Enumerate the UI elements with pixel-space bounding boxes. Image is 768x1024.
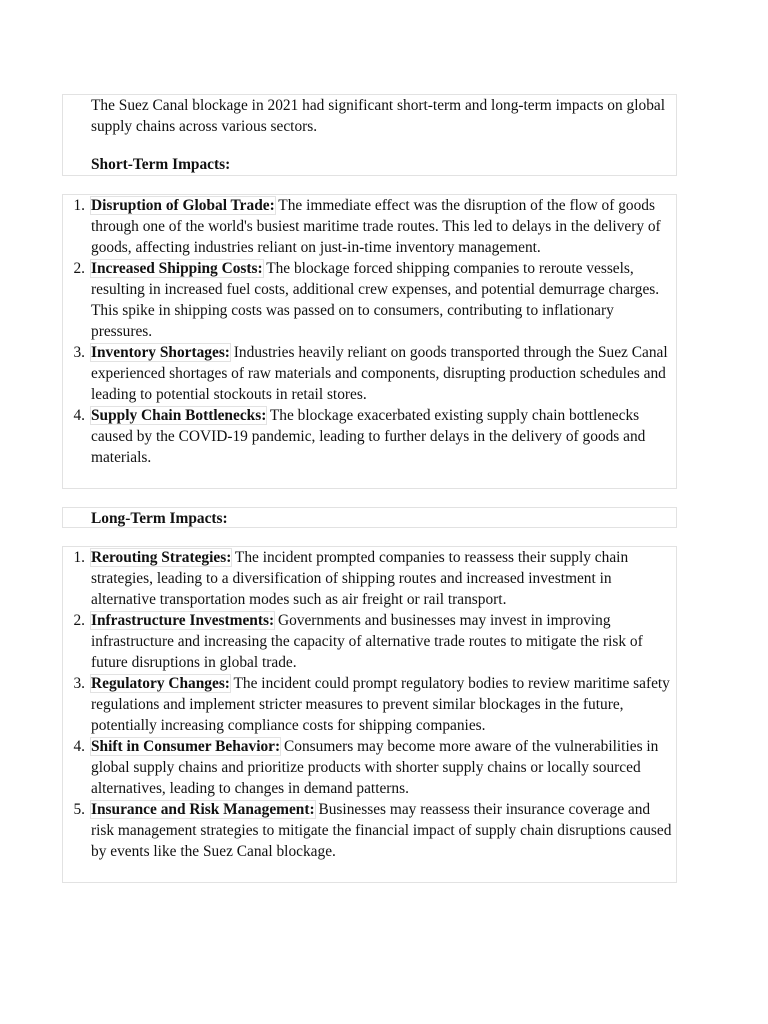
list-item — [63, 195, 674, 258]
list-term: Inventory Shortages: — [91, 344, 230, 361]
list-term: Regulatory Changes: — [91, 675, 230, 692]
list-term: Infrastructure Investments: — [91, 612, 275, 629]
list-number: 4. — [73, 407, 85, 424]
list-item — [63, 610, 674, 673]
list-number: 3. — [73, 344, 85, 361]
list-item — [63, 547, 674, 610]
list-description: The immediate effect was the disruption of the flow of goods through one of the world's busiest maritime trade routes. This led to delays in the delivery of goods, affecting industries reliant on just-in-time inventory management. — [91, 197, 661, 256]
list-item — [63, 799, 674, 862]
short-term-list — [63, 195, 674, 468]
list-term: Supply Chain Bottlenecks: — [91, 407, 267, 424]
list-item — [63, 673, 674, 736]
list-description: The blockage forced shipping companies to reroute vessels, resulting in increased fuel costs, additional crew expenses, and potential demurrage charges. This spike in shipping costs was passed on to consumers, contributing to inflationary pressures. — [91, 260, 660, 340]
list-item — [63, 736, 674, 799]
list-item — [63, 342, 674, 405]
list-description: The blockage exacerbated existing supply chain bottlenecks caused by the COVID-19 pandemic, leading to further delays in the delivery of goods and materials. — [91, 407, 646, 466]
list-item — [63, 405, 674, 468]
long-term-list-block — [62, 546, 677, 883]
intro-paragraph: The Suez Canal blockage in 2021 had significant short-term and long-term impacts on global supply chains across various sectors. — [91, 97, 666, 135]
list-description: Businesses may reassess their insurance coverage and risk management strategies to mitigate the financial impact of supply chain disruptions caused by events like the Suez Canal blockage. — [91, 801, 672, 860]
short-term-heading: Short-Term Impacts: — [91, 156, 231, 173]
list-term: Insurance and Risk Management: — [91, 801, 315, 818]
list-description: Industries heavily reliant on goods transported through the Suez Canal experienced shortages of raw materials and components, disrupting production schedules and leading to potential stockouts in retail stores. — [91, 344, 668, 403]
list-number: 5. — [73, 801, 85, 818]
list-term: Disruption of Global Trade: — [91, 197, 275, 214]
list-description: The incident prompted companies to reassess their supply chain strategies, leading to a diversification of shipping routes and increased investment in alternative transportation modes such as air freight or rail transport. — [91, 549, 629, 608]
list-term: Rerouting Strategies: — [91, 549, 232, 566]
list-description: Governments and businesses may invest in improving infrastructure and increasing the capacity of alternative trade routes to mitigate the risk of future disruptions in global trade. — [91, 612, 643, 671]
long-term-list — [63, 547, 674, 862]
list-number: 4. — [73, 738, 85, 755]
list-description: Consumers may become more aware of the vulnerabilities in global supply chains and prioritize products with shorter supply chains or locally sourced alternatives, leading to changes in demand patterns. — [91, 738, 659, 797]
list-term: Shift in Consumer Behavior: — [91, 738, 281, 755]
list-description: The incident could prompt regulatory bodies to review maritime safety regulations and implement stricter measures to prevent similar blockages in the future, potentially increasing compliance costs for shipping companies. — [91, 675, 670, 734]
intro-block — [62, 94, 677, 176]
long-term-heading: Long-Term Impacts: — [62, 507, 677, 528]
short-term-list-block — [62, 194, 677, 489]
list-number: 3. — [73, 675, 85, 692]
list-number: 1. — [73, 549, 85, 566]
list-number: 2. — [73, 260, 85, 277]
list-number: 2. — [73, 612, 85, 629]
list-item — [63, 258, 674, 342]
list-term: Increased Shipping Costs: — [91, 260, 263, 277]
list-number: 1. — [73, 197, 85, 214]
